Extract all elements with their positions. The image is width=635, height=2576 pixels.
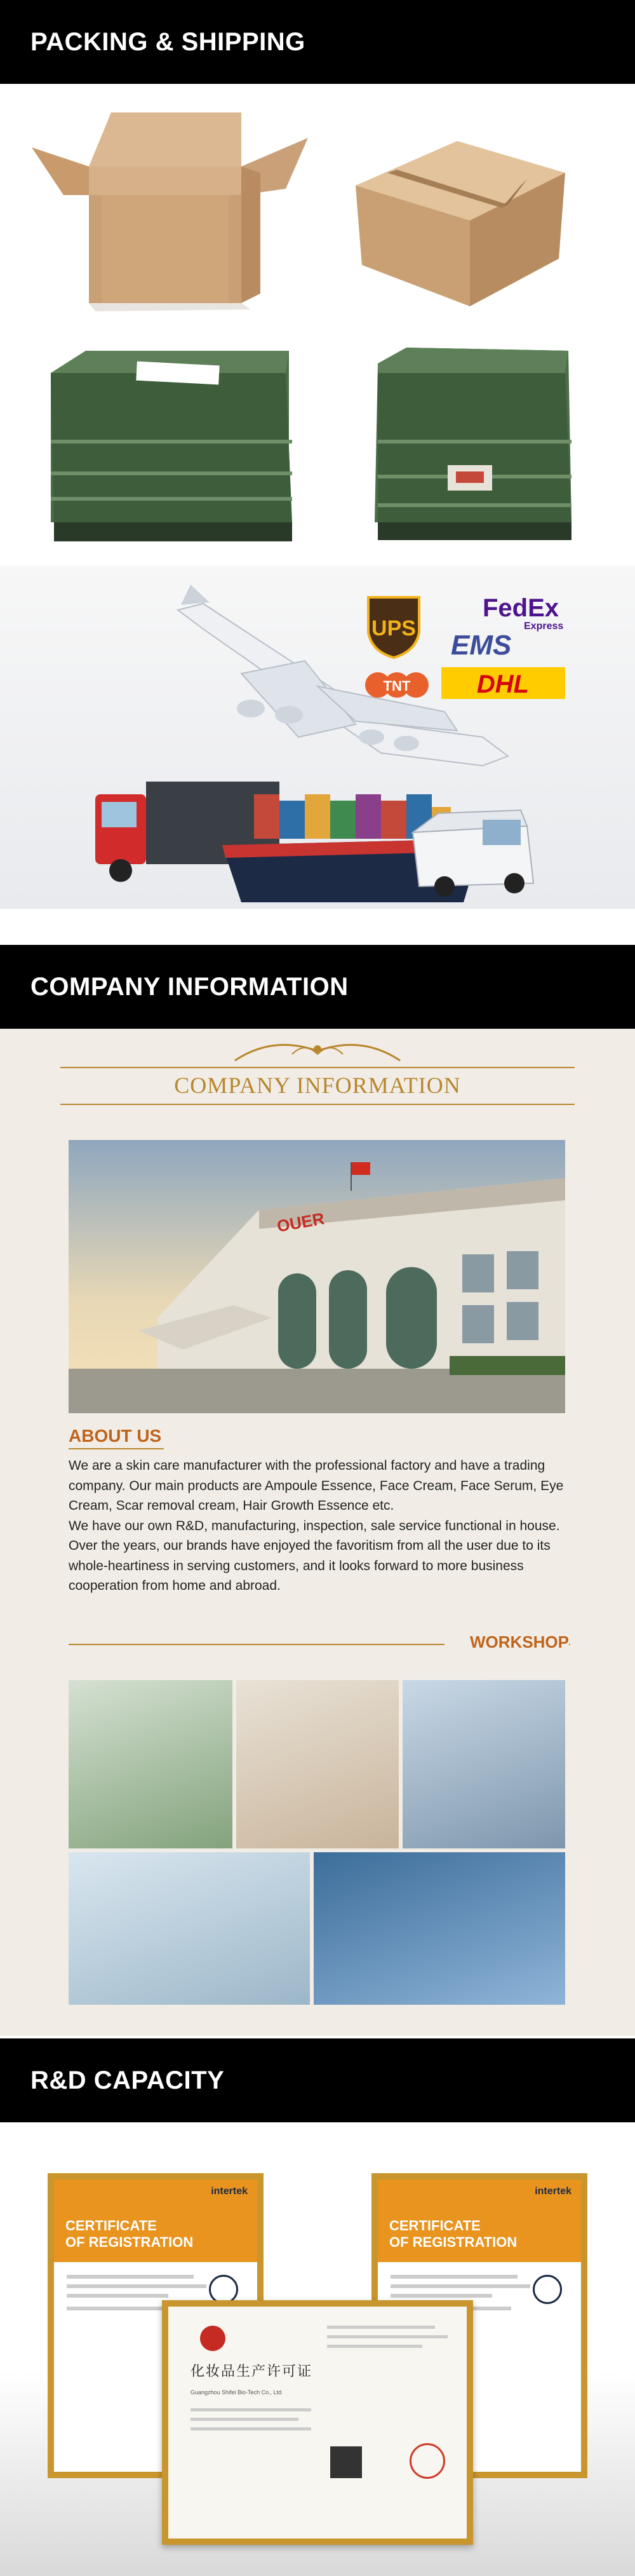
dhl-label: DHL	[476, 670, 530, 698]
about-paragraph-2: We have our own R&D, manufacturing, inspection, sale service functional in house.	[69, 1518, 560, 1533]
about-paragraph-1: We are a skin care manufacturer with the professional factory and have a trading company. Our main products are Ampoule Essence, Face Cream, Face Serum, Eye Cream, Scar removal cream, Hair Growth Essence etc.	[69, 1458, 564, 1513]
about-paragraph-3: Over the years, our brands have enjoyed the favoritism from all the user due to its whole-heartiness in serving customers, and it looks forward to more business cooperation from home and abroad.	[69, 1538, 551, 1593]
workshop-photo-2	[236, 1680, 399, 1848]
certificate-right-title-2: OF REGISTRATION	[389, 2234, 518, 2250]
license-title: 化妆品生产许可证	[190, 2364, 313, 2380]
divider-bottom	[60, 1104, 575, 1105]
dhl-logo	[441, 667, 565, 699]
certificates-area	[0, 2122, 635, 2576]
production-license	[162, 2300, 473, 2545]
certificate-left-title-1: CERTIFICATE	[65, 2218, 157, 2234]
company-building-photo	[69, 1140, 565, 1413]
certificate-left-brand: intertek	[211, 2186, 248, 2197]
section-title-packing: PACKING & SHIPPING	[30, 27, 305, 56]
certificate-left-title-2: OF REGISTRATION	[65, 2234, 194, 2250]
section-title-rd: R&D CAPACITY	[30, 2066, 225, 2094]
workshop-photo-1	[69, 1680, 232, 1848]
open-carton-image	[32, 112, 308, 311]
van-image	[413, 810, 533, 897]
company-banner-title: COMPANY INFORMATION	[174, 1073, 461, 1098]
qr-code-icon	[330, 2446, 362, 2478]
workshop-heading: WORKSHOP	[444, 1632, 569, 1652]
about-underline	[69, 1448, 164, 1449]
workshop-photo-5	[314, 1852, 565, 2005]
packing-photos	[0, 84, 635, 554]
wrapped-pallet-image-left	[51, 351, 292, 541]
about-us-text	[69, 1456, 570, 1596]
fedex-label: FedEx	[483, 594, 559, 622]
divider-top	[60, 1067, 575, 1068]
certificate-right-brand: intertek	[535, 2186, 572, 2197]
ems-logo: EMS	[451, 630, 512, 661]
national-emblem-icon	[200, 2326, 225, 2351]
company-panel	[0, 1029, 635, 2036]
building-sign: OUER	[275, 1209, 326, 1236]
ornament-icon	[222, 1035, 413, 1067]
fedex-express-label: Express	[524, 621, 564, 632]
certificate-right-title-1: CERTIFICATE	[389, 2218, 481, 2234]
wrapped-pallet-image-right	[375, 348, 572, 540]
section-header-rd	[0, 2038, 635, 2122]
ups-logo	[368, 597, 419, 658]
section-title-company: COMPANY INFORMATION	[30, 972, 349, 1001]
ups-label: UPS	[371, 616, 416, 641]
closed-carton-image	[356, 84, 565, 306]
official-stamp-icon	[410, 2443, 445, 2479]
workshop-photo-3	[403, 1680, 565, 1848]
shipping-banner	[0, 566, 635, 909]
section-header-packing	[0, 0, 635, 84]
tnt-label: TNT	[383, 678, 411, 694]
section-header-company	[0, 945, 635, 1029]
license-company: Guangzhou Shifei Bio-Tech Co., Ltd.	[190, 2389, 283, 2396]
certificate-right-seal-icon	[533, 2275, 562, 2304]
tnt-logo	[365, 672, 429, 698]
about-us-heading: ABOUT US	[69, 1426, 162, 1446]
workshop-photo-4	[69, 1852, 310, 2005]
